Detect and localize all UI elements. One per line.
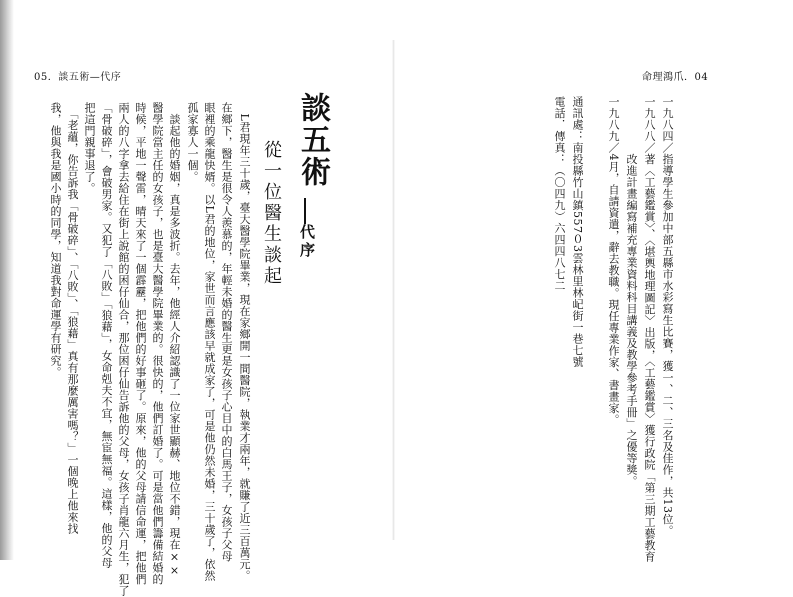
running-header-left: 05．談五術—代序 — [34, 72, 122, 83]
running-header-right: 命理鴻爪．04 — [642, 72, 709, 83]
bio-line: 改進計畫編寫補充專業資料科目講義及教學參考手冊」之優等獎。 — [625, 96, 638, 487]
page-gutter — [392, 40, 395, 540]
bio-line: 電話．傳真：（〇四九）六四四八七二 — [553, 96, 566, 292]
essay-title-tag: 代序 — [298, 224, 316, 260]
essay-paragraph: 「老蘊，你告訴我「骨破碎」、「八敗」、「狼藉」真有那麼厲害嗎？」一個晚上他來找 — [66, 102, 79, 535]
bio-line: 通訊處：南投縣竹山鎮557０3雲林里林屺街一巷七號 — [571, 96, 584, 368]
essay-paragraph: 我，他與我是國小時的同學，知道我對命運學有研究。 — [49, 102, 62, 378]
essay-subtitle: 從一位醫生談起 — [261, 140, 282, 287]
essay-paragraph: 孤家寡人一個。 — [186, 102, 199, 183]
title-dash-rule — [304, 198, 306, 224]
bio-line: 一九八九／4月，自請資遣，辭去教職。現任專業作家、書畫家。 — [607, 96, 620, 426]
essay-paragraph: 在鄉下，醫生是很令人羨慕的，年輕未婚的醫生更是女孩子心目中的白馬王子，女孩子父母 — [220, 102, 233, 562]
essay-paragraph: 眼裡的乘龍快婿。以L君的地位，家世而言應該早就成家了，可是他仍然未婚，三十歲了，依然 — [203, 102, 216, 582]
bio-line: 一九八八／著〈工藝鑑賞〉、〈堪輿地理圖記〉出版，〈工藝鑑賞〉獲行政院「第三期工藝教育 — [643, 96, 656, 563]
essay-paragraph: 醫學院當主任的女孩子，也是臺大醫學院畢業的。很快的，他們訂婚了。可是當他們籌備結婚的 — [151, 102, 164, 585]
essay-title: 談五術 — [295, 92, 330, 188]
essay-paragraph: 談起他的婚姻，真是多波折。去年，他經人介紹認識了一位家世顯赫、地位不錯，現在×× — [168, 102, 181, 578]
essay-paragraph: 時候，平地一聲雷，晴天來了一個霹靂，把他們的好事砸了。原來，他的父母請信命運，把他們 — [134, 102, 147, 585]
essay-paragraph: L君現年三十歲，臺大醫學院畢業，現在家鄉開一間醫院，執業才兩年，就賺了近三百萬元。 — [238, 102, 251, 582]
bio-line: 一九八四／指導學生參加中部五縣市水彩寫生比賽，獲一、二、三名及佳作，共13位。 — [661, 96, 674, 537]
essay-paragraph: 「骨破碎」，會破男家。又犯了「八敗」「狼藉」，女命剋夫不宜，無宦無福。這樣，他的父母 — [100, 102, 113, 569]
scan-edge-shadow — [0, 0, 14, 560]
essay-paragraph: 把這門親事退了。 — [83, 102, 96, 194]
essay-paragraph: 兩人的八字拿去給住在街上說館的困仔仙合，那位困仔仙告訴他的父母，女孩子肖龍六月生，犯了 — [117, 102, 130, 597]
